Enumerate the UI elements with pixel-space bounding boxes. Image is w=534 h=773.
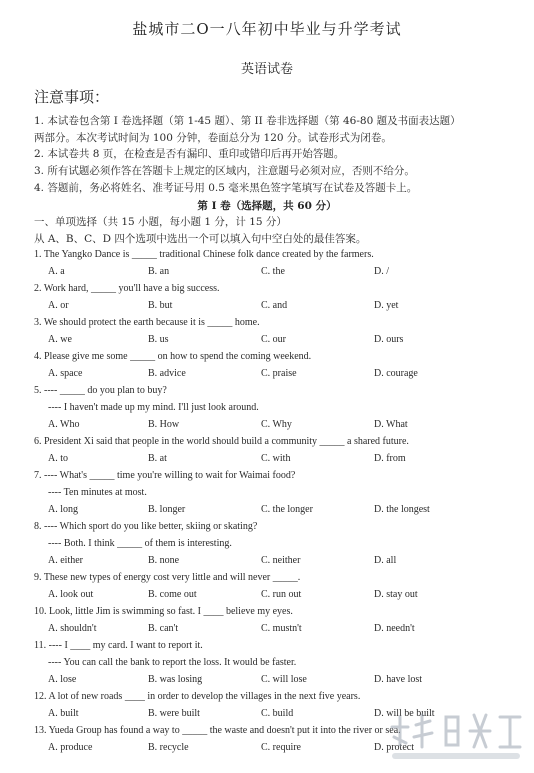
question-7-options <box>48 504 508 518</box>
question-9-option-c: C. run out <box>261 589 302 600</box>
question-7-option-d: D. the longest <box>374 504 430 515</box>
question-9-option-d: D. stay out <box>374 589 418 600</box>
question-11-options <box>48 674 508 688</box>
question-10-stem: 10. Look, little Jim is swimming so fast. I ____ believe my eyes. <box>34 606 293 617</box>
question-2-option-a: A. or <box>48 300 69 311</box>
question-8-dialogue: ---- Both. I think _____ of them is interesting. <box>48 538 232 549</box>
question-1-option-b: B. an <box>148 266 170 277</box>
question-9-options <box>48 589 508 603</box>
question-7-option-c: C. the longer <box>261 504 313 515</box>
question-10-option-b: B. can't <box>148 623 179 634</box>
question-5-option-b: B. How <box>148 419 180 430</box>
question-9-stem: 9. These new types of energy cost very little and will never _____. <box>34 572 301 583</box>
question-11-dialogue: ---- You can call the bank to report the loss. It would be faster. <box>48 657 297 668</box>
question-8-option-c: C. neither <box>261 555 301 566</box>
question-4-option-a: A. space <box>48 368 83 379</box>
question-4-option-b: B. advice <box>148 368 186 379</box>
question-12-option-d: D. will be built <box>374 708 435 719</box>
question-1-option-d: D. / <box>374 266 389 277</box>
question-6-option-d: D. from <box>374 453 406 464</box>
question-1-options <box>48 266 508 280</box>
question-11-stem: 11. ---- I ____ my card. I want to report it. <box>34 640 203 651</box>
question-8-options <box>48 555 508 569</box>
question-2-option-c: C. and <box>261 300 288 311</box>
part-title: 一、单项选择（共 15 小题，每小题 1 分，计 15 分） <box>34 216 287 228</box>
question-1-stem: 1. The Yangko Dance is _____ traditional Chinese folk dance created by the farmers. <box>34 249 374 260</box>
question-5-options <box>48 419 508 433</box>
question-11-option-d: D. have lost <box>374 674 423 685</box>
question-2-stem: 2. Work hard, _____ you'll have a big success. <box>34 283 220 294</box>
question-12-option-c: C. build <box>261 708 294 719</box>
question-11-option-b: B. was losing <box>148 674 203 685</box>
question-6-option-c: C. with <box>261 453 291 464</box>
section-title: 第 I 卷（选择题，共 60 分） <box>197 200 337 212</box>
question-13-stem: 13. Yueda Group has found a way to _____ the waste and doesn't put it into the river or sea. <box>34 725 401 736</box>
site-watermark-logo <box>388 707 528 765</box>
exam-title: 盐城市二O一八年初中毕业与升学考试 <box>132 20 402 38</box>
question-13-option-d: D. protect <box>374 742 414 753</box>
question-3-option-b: B. us <box>148 334 169 345</box>
question-10-option-c: C. mustn't <box>261 623 302 634</box>
question-11-option-c: C. will lose <box>261 674 307 685</box>
question-7-option-b: B. longer <box>148 504 186 515</box>
question-6-option-b: B. at <box>148 453 167 464</box>
question-12-option-b: B. were built <box>148 708 200 719</box>
question-11-option-a: A. lose <box>48 674 77 685</box>
question-4-option-d: D. courage <box>374 368 418 379</box>
notice-item-3: 3. 所有试题必须作答在答题卡上规定的区域内，注意题号必须对应，否则不给分。 <box>34 165 415 177</box>
question-3-stem: 3. We should protect the earth because it is _____ home. <box>34 317 260 328</box>
question-10-option-a: A. shouldn't <box>48 623 97 634</box>
question-7-stem: 7. ---- What's _____ time you're willing to wait for Waimai food? <box>34 470 296 481</box>
question-6-options <box>48 453 508 467</box>
question-3-options <box>48 334 508 348</box>
question-3-option-d: D. ours <box>374 334 404 345</box>
question-4-options <box>48 368 508 382</box>
question-13-option-c: C. require <box>261 742 301 753</box>
question-5-option-c: C. Why <box>261 419 292 430</box>
question-7-dialogue: ---- Ten minutes at most. <box>48 487 147 498</box>
question-8-option-d: D. all <box>374 555 397 566</box>
question-6-option-a: A. to <box>48 453 68 464</box>
question-8-option-a: A. either <box>48 555 83 566</box>
notice-item-1 <box>34 113 514 147</box>
notice-item-1-line-1: 1. 本试卷包含第 I 卷选择题（第 1-45 题）、第 II 卷非选择题（第 46-80 题及书面表达题） <box>34 115 461 127</box>
question-8-option-b: B. none <box>148 555 180 566</box>
question-9-option-b: B. come out <box>148 589 197 600</box>
exam-subtitle: 英语试卷 <box>240 62 293 77</box>
question-12-stem: 12. A lot of new roads ____ in order to develop the villages in the next five years. <box>34 691 361 702</box>
question-10-option-d: D. needn't <box>374 623 415 634</box>
question-5-dialogue: ---- I haven't made up my mind. I'll just look around. <box>48 402 259 413</box>
question-3-option-c: C. our <box>261 334 286 345</box>
question-1-option-a: A. a <box>48 266 65 277</box>
question-8-stem: 8. ---- Which sport do you like better, skiing or skating? <box>34 521 258 532</box>
question-1-option-c: C. the <box>261 266 285 277</box>
question-6-stem: 6. President Xi said that people in the world should build a community _____ a shared future. <box>34 436 409 447</box>
question-10-options <box>48 623 508 637</box>
question-2-option-b: B. but <box>148 300 173 311</box>
notice-item-1-line-2: 两部分。本次考试时间为 100 分钟，卷面总分为 120 分。试卷形式为闭卷。 <box>34 132 392 144</box>
question-5-option-a: A. Who <box>48 419 80 430</box>
question-7-option-a: A. long <box>48 504 78 515</box>
notice-item-2: 2. 本试卷共 8 页，在检查是否有漏印、重印或错印后再开始答题。 <box>34 148 345 160</box>
question-2-option-d: D. yet <box>374 300 399 311</box>
part-description: 从 A、B、C、D 四个选项中选出一个可以填入句中空白处的最佳答案。 <box>34 233 367 245</box>
question-9-option-a: A. look out <box>48 589 94 600</box>
question-13-option-a: A. produce <box>48 742 93 753</box>
question-5-stem: 5. ---- _____ do you plan to buy? <box>34 385 167 396</box>
question-2-options <box>48 300 508 314</box>
question-4-stem: 4. Please give me some _____ on how to spend the coming weekend. <box>34 351 312 362</box>
notice-heading: 注意事项： <box>34 88 110 106</box>
question-12-option-a: A. built <box>48 708 79 719</box>
question-4-option-c: C. praise <box>261 368 297 379</box>
notice-item-4: 4. 答题前，务必将姓名、准考证号用 0.5 毫米黑色签字笔填写在试卷及答题卡上。 <box>34 182 418 194</box>
question-3-option-a: A. we <box>48 334 72 345</box>
question-13-option-b: B. recycle <box>148 742 189 753</box>
question-5-option-d: D. What <box>374 419 408 430</box>
